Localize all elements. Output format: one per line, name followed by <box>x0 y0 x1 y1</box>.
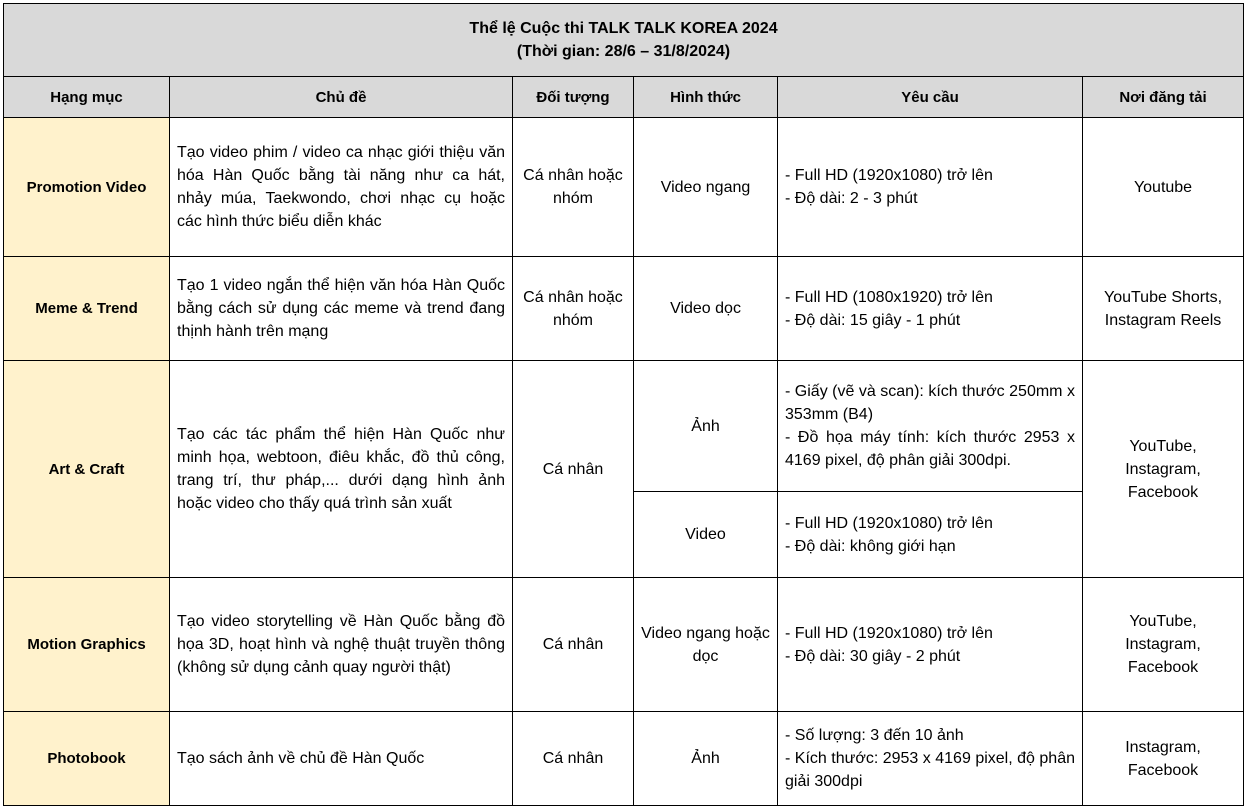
table-title <box>4 4 1244 77</box>
requirement-line: - Số lượng: 3 đến 10 ảnh <box>785 727 964 744</box>
platform-line: Facebook <box>1127 761 1199 779</box>
category-cell: Promotion Video <box>4 118 170 257</box>
requirement-line: - Đồ họa máy tính: kích thước 2953 x 4169 pixel, độ phân giải 300dpi. <box>785 429 1075 469</box>
target-cell: Cá nhân <box>513 361 634 578</box>
header-topic: Chủ đề <box>170 77 513 118</box>
requirements-cell <box>778 578 1083 712</box>
requirements-cell <box>778 257 1083 361</box>
category-cell: Motion Graphics <box>4 578 170 712</box>
topic-cell: Tạo các tác phẩm thể hiện Hàn Quốc như minh họa, webtoon, điêu khắc, đồ thủ công, trang trí, thư pháp,... dưới dạng hình ảnh hoặc video cho thấy quá trình sản xuất <box>170 361 513 578</box>
format-cell: Video ngang hoặc dọc <box>634 578 778 712</box>
requirement-line: - Độ dài: 15 giây - 1 phút <box>785 311 961 329</box>
requirements-cell <box>778 492 1083 578</box>
table-row <box>4 257 1244 361</box>
category-cell: Photobook <box>4 712 170 806</box>
requirement-line: - Độ dài: không giới hạn <box>785 537 956 555</box>
requirements-cell <box>778 118 1083 257</box>
platform-cell <box>1083 257 1244 361</box>
format-cell: Video dọc <box>634 257 778 361</box>
requirement-line: - Full HD (1080x1920) trở lên <box>785 288 993 306</box>
platform-line: Instagram, <box>1125 738 1201 756</box>
header-format: Hình thức <box>634 77 778 118</box>
platform-line: Facebook <box>1127 483 1199 501</box>
table-row <box>4 712 1244 806</box>
requirement-line: - Giấy (vẽ và scan): kích thước 250mm x 353mm (B4) <box>785 383 1075 423</box>
requirement-line: - Kích thước: 2953 x 4169 pixel, độ phân giải 300dpi <box>785 750 1075 790</box>
requirement-line: - Full HD (1920x1080) trở lên <box>785 167 993 184</box>
format-cell: Video ngang <box>634 118 778 257</box>
platform-line: Facebook <box>1127 659 1199 676</box>
requirement-line: - Độ dài: 30 giây - 2 phút <box>785 647 961 665</box>
platform-cell <box>1083 361 1244 578</box>
table-row <box>4 361 1244 492</box>
topic-cell: Tạo sách ảnh về chủ đề Hàn Quốc <box>170 712 513 806</box>
header-target: Đối tượng <box>513 77 634 118</box>
target-cell: Cá nhân <box>513 578 634 712</box>
platform-line: Youtube <box>1133 178 1193 196</box>
platform-line: YouTube, <box>1129 613 1197 630</box>
platform-cell <box>1083 712 1244 806</box>
table-row <box>4 118 1244 257</box>
topic-cell: Tạo video phim / video ca nhạc giới thiệu văn hóa Hàn Quốc bằng tài năng như ca hát, nhảy múa, Taekwondo, chơi nhạc cụ hoặc các hình thức biểu diễn khác <box>170 118 513 257</box>
rules-table <box>3 3 1244 806</box>
title-row <box>4 4 1244 77</box>
table-row <box>4 578 1244 712</box>
title-line-2: (Thời gian: 28/6 – 31/8/2024) <box>516 43 731 60</box>
target-cell: Cá nhân hoặc nhóm <box>513 118 634 257</box>
topic-cell: Tạo 1 video ngắn thể hiện văn hóa Hàn Quốc bằng cách sử dụng các meme và trend đang thịnh hành trên mạng <box>170 257 513 361</box>
header-category: Hạng mục <box>4 77 170 118</box>
header-platform: Nơi đăng tải <box>1083 77 1244 118</box>
format-cell: Ảnh <box>634 361 778 492</box>
platform-line: Instagram, <box>1125 636 1201 653</box>
header-requirements: Yêu cầu <box>778 77 1083 118</box>
format-cell: Video <box>634 492 778 578</box>
target-cell: Cá nhân <box>513 712 634 806</box>
topic-cell: Tạo video storytelling về Hàn Quốc bằng đồ họa 3D, hoạt hình và nghệ thuật truyền thông (không sử dụng cảnh quay người thật) <box>170 578 513 712</box>
category-cell: Meme & Trend <box>4 257 170 361</box>
requirement-line: - Full HD (1920x1080) trở lên <box>785 624 993 642</box>
platform-line: Instagram Reels <box>1104 311 1222 329</box>
header-row <box>4 77 1244 118</box>
platform-cell <box>1083 118 1244 257</box>
title-line-1: Thể lệ Cuộc thi TALK TALK KOREA 2024 <box>469 20 778 37</box>
category-cell: Art & Craft <box>4 361 170 578</box>
format-cell: Ảnh <box>634 712 778 806</box>
platform-cell <box>1083 578 1244 712</box>
requirements-cell <box>778 712 1083 806</box>
platform-line: YouTube, <box>1129 437 1197 455</box>
target-cell: Cá nhân hoặc nhóm <box>513 257 634 361</box>
requirement-line: - Độ dài: 2 - 3 phút <box>785 190 918 207</box>
requirement-line: - Full HD (1920x1080) trở lên <box>785 514 993 532</box>
platform-line: YouTube Shorts, <box>1104 288 1223 306</box>
requirements-cell <box>778 361 1083 492</box>
platform-line: Instagram, <box>1125 460 1201 478</box>
